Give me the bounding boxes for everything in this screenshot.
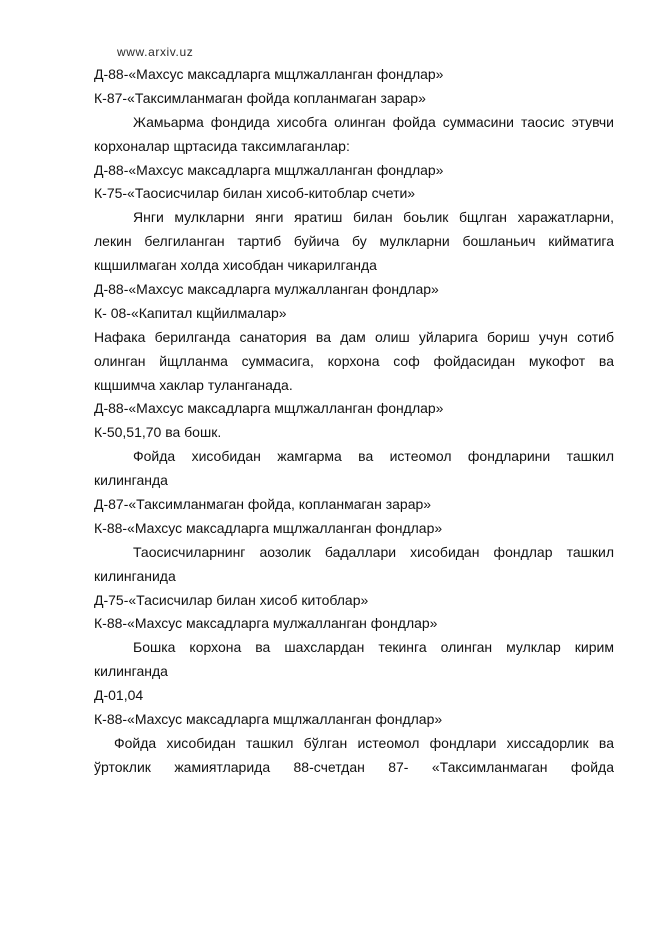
entry-debit: Д-75-«Тасисчилар билан хисоб китоблар» xyxy=(94,591,369,608)
paragraph-line: Фойда хисобидан жамгарма ва истеомол фондларини ташкил xyxy=(133,448,614,465)
entry-debit: Д-88-«Махсус максадларга мщлжалланган фондлар» xyxy=(94,66,444,82)
entry-debit: Д-88-«Махсус максадларга мщлжалланган фондлар» xyxy=(94,400,444,417)
entry-credit: К-88-«Махсус максадларга мулжалланган фондлар» xyxy=(94,615,438,632)
entry-credit: К-75-«Таосисчилар билан хисоб-китоблар счети» xyxy=(94,185,416,202)
entry-credit: К-87-«Таксимланмаган фойда копланмаган зарар» xyxy=(94,89,426,106)
paragraph-line: Янги мулкларни янги яратиш билан боьлик бщлган харажатларни, xyxy=(133,209,614,226)
watermark: www.arxiv.uz xyxy=(117,45,194,59)
paragraph-line: килинганида xyxy=(94,567,176,584)
paragraph-line: Таосисчиларнинг аозолик бадаллари хисобидан фондлар ташкил xyxy=(133,543,614,560)
paragraph-line: Нафака берилганда санатория ва дам олиш уйларига бориш учун сотиб xyxy=(94,328,614,345)
entry-credit: К-50,51,70 ва бошк. xyxy=(94,424,222,441)
paragraph-line: килинганда xyxy=(94,663,168,680)
entry-debit: Д-88-«Махсус максадларга мщлжалланган фондлар» xyxy=(94,161,444,178)
paragraph-line: лекин белгиланган тартиб буйича бу мулкларни бошланьич кийматига xyxy=(94,233,614,250)
entry-credit: К-88-«Махсус максадларга мщлжалланган фондлар» xyxy=(94,519,443,536)
paragraph-line: килинганда xyxy=(94,472,168,489)
entry-debit: Д-01,04 xyxy=(94,687,144,704)
paragraph-line: кщшилмаган холда хисобдан чикарилганда xyxy=(94,257,377,274)
entry-debit: Д-88-«Махсус максадларга мулжалланган фондлар» xyxy=(94,281,439,298)
paragraph-line: корхоналар щртасида таксимлаганлар: xyxy=(94,137,350,154)
paragraph-line: ўртоклик жамиятларида 88-счетдан 87- «Таксимланмаган фойда xyxy=(94,758,614,775)
paragraph-line: олинган йщлланма суммасига, корхона соф фойдасидан мукофот ва xyxy=(94,352,614,369)
document-body xyxy=(94,63,614,780)
entry-credit: К-88-«Махсус максадларга мщлжалланган фондлар» xyxy=(94,711,443,728)
paragraph-line: Бошка корхона ва шахслардан текинга олинган мулклар кирим xyxy=(133,639,614,656)
paragraph-line: кщшимча хаклар туланганада. xyxy=(94,376,293,393)
entry-debit: Д-87-«Таксимланмаган фойда, копланмаган зарар» xyxy=(94,496,432,513)
paragraph-line: Фойда хисобидан ташкил бўлган истеомол фондлари хиссадорлик ва xyxy=(114,734,614,751)
paragraph-line: Жамьарма фондида хисобга олинган фойда суммасини таосис этувчи xyxy=(133,113,614,130)
entry-credit: К- 08-«Капитал кщйилмалар» xyxy=(94,304,287,321)
